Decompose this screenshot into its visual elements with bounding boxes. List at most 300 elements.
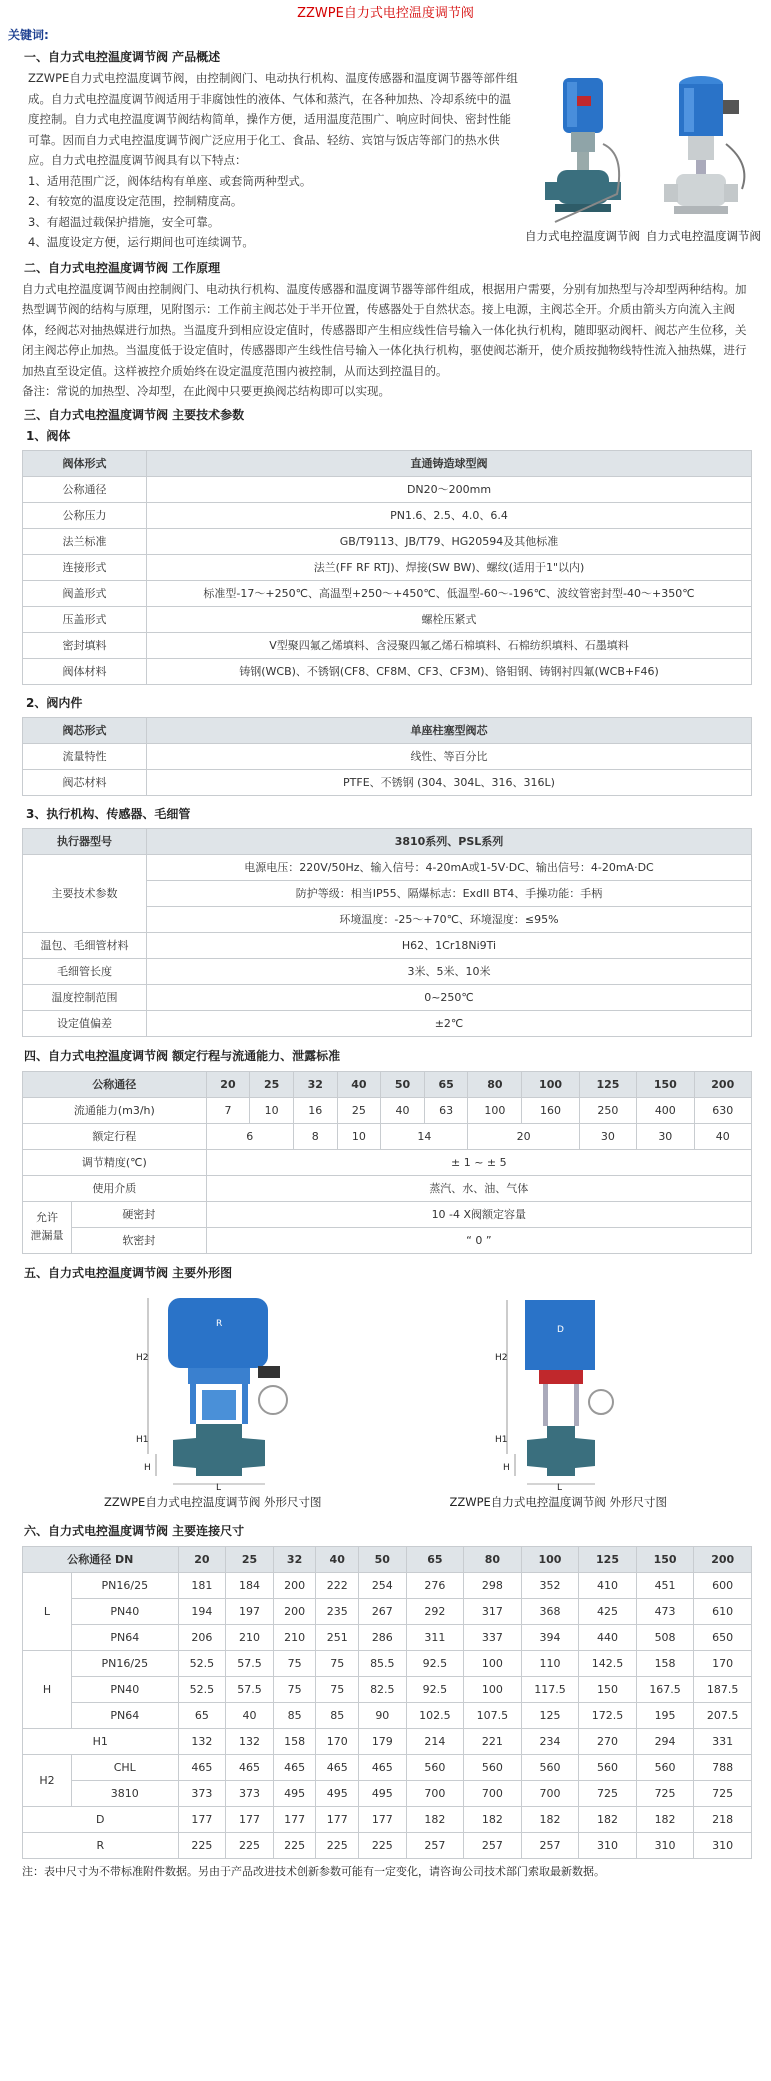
table-cell: 337 <box>464 1624 522 1650</box>
table-cell: 465 <box>273 1754 316 1780</box>
table-row <box>23 984 752 1010</box>
table-row <box>23 502 752 528</box>
table-cell: 158 <box>273 1728 316 1754</box>
table-row <box>23 1624 752 1650</box>
table-cell: 100 <box>468 1097 522 1123</box>
table-cell: GB/T9113、JB/T79、HG20594及其他标准 <box>147 528 752 554</box>
table-cell: 495 <box>316 1780 359 1806</box>
table-cell: 10 -4 X阀额定容量 <box>206 1201 751 1227</box>
table-cell: 线性、等百分比 <box>147 743 752 769</box>
table-row <box>23 1676 752 1702</box>
table-cell: 465 <box>178 1754 226 1780</box>
table-cell: 阀盖形式 <box>23 580 147 606</box>
table-cell: 257 <box>521 1832 579 1858</box>
photo-caption: 自力式电控温度调节阀 <box>525 229 640 243</box>
table-cell: 流量特性 <box>23 743 147 769</box>
valve-body-table <box>22 450 752 685</box>
outline-drawing-2 <box>443 1290 673 1490</box>
table-cell: 57.5 <box>226 1676 274 1702</box>
table-cell: 防护等级：相当IP55、隔爆标志：ExdII BT4、手操功能：手柄 <box>147 880 752 906</box>
overview-text <box>0 68 518 253</box>
table-row <box>23 1832 752 1858</box>
table-cell: 210 <box>273 1624 316 1650</box>
table-row <box>23 1806 752 1832</box>
table-cell: PN64 <box>72 1702 179 1728</box>
table-cell: 311 <box>406 1624 464 1650</box>
table-header: 125 <box>579 1071 636 1097</box>
section-2-heading: 二、自力式电控温度调节阀 工作原理 <box>24 260 221 275</box>
table-cell: 温度控制范围 <box>23 984 147 1010</box>
dim-label: L <box>557 1482 563 1490</box>
table-cell: 368 <box>521 1598 579 1624</box>
table-cell: 标准型-17～+250℃、高温型+250～+450℃、低温型-60～-196℃、波纹管密封型-40～+350℃ <box>147 580 752 606</box>
table-header: 65 <box>406 1546 464 1572</box>
table-cell: 142.5 <box>579 1650 637 1676</box>
table-cell: 725 <box>636 1780 694 1806</box>
table-cell: 298 <box>464 1572 522 1598</box>
table-row <box>23 476 752 502</box>
dim-label: D <box>557 1324 565 1335</box>
actuator-label: 3、执行机构、传感器、毛细管 <box>26 806 191 821</box>
table-cell: ±2℃ <box>147 1010 752 1036</box>
table-row <box>23 554 752 580</box>
overview <box>0 68 771 253</box>
table-cell: 650 <box>694 1624 752 1650</box>
table-cell: 100 <box>464 1676 522 1702</box>
table-cell: 63 <box>424 1097 468 1123</box>
table-cell: PN40 <box>72 1676 179 1702</box>
table-cell: 7 <box>206 1097 250 1123</box>
table-header-row <box>23 717 752 743</box>
table-cell: 225 <box>359 1832 407 1858</box>
section-4-heading: 四、自力式电控温度调节阀 额定行程与流通能力、泄露标准 <box>24 1048 341 1063</box>
table-cell: 195 <box>636 1702 694 1728</box>
table-cell: 465 <box>359 1754 407 1780</box>
principle-note: 备注：常说的加热型、冷却型，在此阀中只要更换阀芯结构即可以实现。 <box>22 384 390 398</box>
table-cell: 182 <box>464 1806 522 1832</box>
table-cell: PN64 <box>72 1624 179 1650</box>
table-cell: 465 <box>226 1754 274 1780</box>
table-cell: 182 <box>406 1806 464 1832</box>
feature-item: 3、有超温过载保护措施，安全可靠。 <box>28 214 220 229</box>
table-cell: 194 <box>178 1598 226 1624</box>
valve-body-label: 1、阀体 <box>26 428 71 443</box>
table-row <box>23 1572 752 1598</box>
dim-label: H1 <box>135 1434 149 1445</box>
table-header: 直通铸造球型阀 <box>147 450 752 476</box>
table-cell: 207.5 <box>694 1702 752 1728</box>
table-cell: 331 <box>694 1728 752 1754</box>
table-cell: 75 <box>316 1676 359 1702</box>
dim-label: H <box>503 1462 511 1473</box>
table-cell: 270 <box>579 1728 637 1754</box>
table-header: 公称通径 DN <box>23 1546 179 1572</box>
table-cell: 65 <box>178 1702 226 1728</box>
table-cell: 14 <box>381 1123 468 1149</box>
table-cell: 102.5 <box>406 1702 464 1728</box>
table-cell: 373 <box>178 1780 226 1806</box>
table-cell: 100 <box>464 1650 522 1676</box>
table-cell: 222 <box>316 1572 359 1598</box>
table-cell: 132 <box>226 1728 274 1754</box>
outline-caption: ZZWPE自力式电控温度调节阀 外形尺寸图 <box>104 1494 322 1509</box>
valve-photo-1 <box>525 74 640 224</box>
table-cell: 187.5 <box>694 1676 752 1702</box>
table-header: 100 <box>522 1071 579 1097</box>
table-cell: 软密封 <box>72 1227 207 1253</box>
table-cell: 177 <box>359 1806 407 1832</box>
table-row <box>23 528 752 554</box>
table-cell: 调节精度(℃) <box>23 1149 207 1175</box>
table-cell: 阀芯材料 <box>23 769 147 795</box>
table-cell: 40 <box>381 1097 425 1123</box>
table-cell: 170 <box>316 1728 359 1754</box>
table-row <box>23 1123 752 1149</box>
table-cell: 硬密封 <box>72 1201 207 1227</box>
table-cell: 环境温度：-25～+70℃、环境湿度：≤95% <box>147 906 752 932</box>
table-header: 40 <box>316 1546 359 1572</box>
table-cell: 20 <box>468 1123 579 1149</box>
table-cell: 温包、毛细管材料 <box>23 932 147 958</box>
table-cell: PN16/25 <box>72 1572 179 1598</box>
table-header: 50 <box>381 1071 425 1097</box>
table-cell: 8 <box>293 1123 337 1149</box>
table-cell: 250 <box>579 1097 636 1123</box>
table-header: 公称通径 <box>23 1071 207 1097</box>
table-header: 200 <box>694 1071 751 1097</box>
table-cell: 电源电压：220V/50Hz、输入信号：4-20mA或1-5V·DC、输出信号：4-20mA·DC <box>147 854 752 880</box>
table-row <box>23 580 752 606</box>
table-header-row <box>23 828 752 854</box>
table-cell: 铸钢(WCB)、不锈钢(CF8、CF8M、CF3、CF3M)、铬钼钢、铸钢衬四氟(WCB+F46) <box>147 658 752 684</box>
table-header-row <box>23 1546 752 1572</box>
table-cell: PN40 <box>72 1598 179 1624</box>
outline-drawings <box>0 1290 771 1510</box>
dimensions-table <box>22 1546 752 1859</box>
table-row <box>23 932 752 958</box>
table-cell: 294 <box>636 1728 694 1754</box>
table-cell: 150 <box>579 1676 637 1702</box>
table-cell: 75 <box>273 1650 316 1676</box>
table-cell: 公称通径 <box>23 476 147 502</box>
feature-item: 4、温度设定方便，运行期间也可连续调节。 <box>28 235 254 249</box>
table-cell: D <box>23 1806 179 1832</box>
table-row <box>23 1149 752 1175</box>
table-row <box>23 1175 752 1201</box>
table-cell: 85 <box>273 1702 316 1728</box>
table-cell: 25 <box>337 1097 381 1123</box>
section-6-heading: 六、自力式电控温度调节阀 主要连接尺寸 <box>24 1523 245 1538</box>
table-cell: PN1.6、2.5、4.0、6.4 <box>147 502 752 528</box>
table-cell: 197 <box>226 1598 274 1624</box>
table-cell: 170 <box>694 1650 752 1676</box>
table-header: 50 <box>359 1546 407 1572</box>
table-cell: 57.5 <box>226 1650 274 1676</box>
table-cell: 177 <box>316 1806 359 1832</box>
table-row <box>23 854 752 880</box>
table-row <box>23 1650 752 1676</box>
table-cell: 85 <box>316 1702 359 1728</box>
table-cell: 设定值偏差 <box>23 1010 147 1036</box>
table-cell: 373 <box>226 1780 274 1806</box>
table-header: 65 <box>424 1071 468 1097</box>
table-cell: 182 <box>636 1806 694 1832</box>
table-header-row <box>23 1071 752 1097</box>
table-cell: 75 <box>273 1676 316 1702</box>
table-cell: 225 <box>226 1832 274 1858</box>
principle-block <box>0 279 771 402</box>
table-cell: 394 <box>521 1624 579 1650</box>
table-row <box>23 1201 752 1227</box>
dim-label: H2 <box>495 1352 508 1363</box>
table-header: 150 <box>636 1546 694 1572</box>
table-cell: 184 <box>226 1572 274 1598</box>
table-cell: 158 <box>636 1650 694 1676</box>
table-cell: 200 <box>273 1598 316 1624</box>
table-row <box>23 769 752 795</box>
table-cell: 52.5 <box>178 1650 226 1676</box>
table-header: 32 <box>293 1071 337 1097</box>
table-cell: “ 0 ” <box>206 1227 751 1253</box>
section-5-heading: 五、自力式电控温度调节阀 主要外形图 <box>24 1265 233 1280</box>
leak-label: 泄漏量 <box>30 1229 64 1242</box>
table-header: 100 <box>521 1546 579 1572</box>
table-cell: 179 <box>359 1728 407 1754</box>
table-cell: 214 <box>406 1728 464 1754</box>
table-header: 执行器型号 <box>23 828 147 854</box>
table-cell: 560 <box>521 1754 579 1780</box>
table-cell: 75 <box>316 1650 359 1676</box>
table-cell: CHL <box>72 1754 179 1780</box>
table-cell: V型聚四氟乙烯填料、含浸聚四氟乙烯石棉填料、石棉纺织填料、石墨填料 <box>147 632 752 658</box>
table-cell: H1 <box>23 1728 179 1754</box>
table-cell: 连接形式 <box>23 554 147 580</box>
table-cell: 310 <box>636 1832 694 1858</box>
table-row <box>23 658 752 684</box>
table-cell: 30 <box>579 1123 636 1149</box>
table-cell: 110 <box>521 1650 579 1676</box>
table-cell: 257 <box>464 1832 522 1858</box>
table-cell: 160 <box>522 1097 579 1123</box>
table-header: 3810系列、PSL系列 <box>147 828 752 854</box>
table-cell: 16 <box>293 1097 337 1123</box>
table-cell: H62、1Cr18Ni9Ti <box>147 932 752 958</box>
table-header: 20 <box>178 1546 226 1572</box>
table-row <box>23 606 752 632</box>
table-cell: 317 <box>464 1598 522 1624</box>
table-cell: 132 <box>178 1728 226 1754</box>
table-cell: 125 <box>521 1702 579 1728</box>
table-cell: 700 <box>521 1780 579 1806</box>
table-cell: 0~250℃ <box>147 984 752 1010</box>
table-cell: 700 <box>464 1780 522 1806</box>
table-cell: 40 <box>226 1702 274 1728</box>
product-photos <box>518 68 768 253</box>
table-row <box>23 1780 752 1806</box>
table-cell: 公称压力 <box>23 502 147 528</box>
table-header: 125 <box>579 1546 637 1572</box>
feature-item: 1、适用范围广泛，阀体结构有单座、或套筒两种型式。 <box>28 173 312 188</box>
table-cell: ± 1 ~ ± 5 <box>206 1149 751 1175</box>
table-cell: 92.5 <box>406 1650 464 1676</box>
table-row <box>23 743 752 769</box>
table-cell: 276 <box>406 1572 464 1598</box>
table-cell: 560 <box>464 1754 522 1780</box>
table-cell: 630 <box>694 1097 751 1123</box>
page-title: ZZWPE自力式电控温度调节阀 <box>297 6 474 21</box>
dim-label: L <box>215 1482 221 1490</box>
table-cell: 蒸汽、水、油、气体 <box>206 1175 751 1201</box>
table-cell: 3810 <box>72 1780 179 1806</box>
table-cell: 725 <box>579 1780 637 1806</box>
table-cell: H2 <box>23 1754 72 1806</box>
table-cell: 495 <box>273 1780 316 1806</box>
table-cell: 10 <box>250 1097 294 1123</box>
table-cell: PN16/25 <box>72 1650 179 1676</box>
dim-label: R <box>215 1318 223 1329</box>
outline-drawing-1 <box>98 1290 328 1490</box>
table-cell: 182 <box>521 1806 579 1832</box>
table-row <box>23 958 752 984</box>
keywords-label: 关键词: <box>8 28 49 42</box>
valve-photo-2 <box>646 74 761 224</box>
table-cell: 292 <box>406 1598 464 1624</box>
table-row <box>23 1598 752 1624</box>
table-row <box>23 1728 752 1754</box>
table-header: 20 <box>206 1071 250 1097</box>
table-cell: 267 <box>359 1598 407 1624</box>
table-cell: 234 <box>521 1728 579 1754</box>
table-cell: DN20～200mm <box>147 476 752 502</box>
photo-caption: 自力式电控温度调节阀 <box>646 229 761 243</box>
table-cell: PTFE、不锈钢 (304、304L、316、316L) <box>147 769 752 795</box>
dim-label: H <box>143 1462 151 1473</box>
table-header: 25 <box>226 1546 274 1572</box>
dim-label: H2 <box>135 1352 149 1363</box>
outline-caption: ZZWPE自力式电控温度调节阀 外形尺寸图 <box>449 1494 667 1509</box>
table-cell: H <box>23 1650 72 1728</box>
table-cell: 200 <box>273 1572 316 1598</box>
table-cell: 254 <box>359 1572 407 1598</box>
table-cell: 700 <box>406 1780 464 1806</box>
table-cell: 410 <box>579 1572 637 1598</box>
actuator-table <box>22 828 752 1037</box>
table-cell: 725 <box>694 1780 752 1806</box>
dim-label: H1 <box>495 1434 508 1445</box>
leak-label: 允许 <box>36 1211 58 1224</box>
table-header: 单座柱塞型阀芯 <box>147 717 752 743</box>
table-cell: 107.5 <box>464 1702 522 1728</box>
table-cell: 172.5 <box>579 1702 637 1728</box>
table-cell: 90 <box>359 1702 407 1728</box>
flow-table <box>22 1071 752 1254</box>
table-cell: 螺栓压紧式 <box>147 606 752 632</box>
table-cell: 主要技术参数 <box>23 854 147 932</box>
table-row <box>23 1010 752 1036</box>
table-cell: 788 <box>694 1754 752 1780</box>
table-cell: 法兰标准 <box>23 528 147 554</box>
table-row <box>23 1754 752 1780</box>
table-cell: 400 <box>637 1097 694 1123</box>
table-cell: 85.5 <box>359 1650 407 1676</box>
table-cell: 181 <box>178 1572 226 1598</box>
table-cell: 218 <box>694 1806 752 1832</box>
table-cell: 451 <box>636 1572 694 1598</box>
table-header: 阀芯形式 <box>23 717 147 743</box>
overview-paragraph: ZZWPE自力式电控温度调节阀，由控制阀门、电动执行机构、温度传感器和温度调节器等部件组成。自力式电控温度调节阀适用于非腐蚀性的液体、气体和蒸汽，在各种加热、冷却系统中的温度控制。自力式电控温度调节阀结构简单，操作方便，适用温度范围广、响应时间快、密封性能可靠。因而自力式电控温度调节阀广泛应用于化工、食品、轻纺、宾馆与饭店等部门的热水供应。自力式电控温度调节阀具有以下特点： <box>28 71 518 167</box>
table-cell: 257 <box>406 1832 464 1858</box>
page <box>0 4 771 1879</box>
table-header: 40 <box>337 1071 381 1097</box>
trim-table <box>22 717 752 796</box>
table-cell: 法兰(FF RF RTJ)、焊接(SW BW)、螺纹(适用于1"以内) <box>147 554 752 580</box>
table-cell: 560 <box>406 1754 464 1780</box>
table-cell: 压盖形式 <box>23 606 147 632</box>
table-cell: R <box>23 1832 179 1858</box>
table-cell: 177 <box>226 1806 274 1832</box>
table-cell: 密封填料 <box>23 632 147 658</box>
table-cell: 225 <box>178 1832 226 1858</box>
table-cell: 495 <box>359 1780 407 1806</box>
section-1-heading: 一、自力式电控温度调节阀 产品概述 <box>24 50 221 64</box>
table-header: 25 <box>250 1071 294 1097</box>
table-cell: 117.5 <box>521 1676 579 1702</box>
table-cell: 225 <box>273 1832 316 1858</box>
table-header: 32 <box>273 1546 316 1572</box>
feature-item: 2、有较宽的温度设定范围，控制精度高。 <box>28 194 243 208</box>
table-cell: 440 <box>579 1624 637 1650</box>
table-cell: 6 <box>206 1123 293 1149</box>
table-cell: 560 <box>636 1754 694 1780</box>
table-cell: 310 <box>694 1832 752 1858</box>
table-cell: 206 <box>178 1624 226 1650</box>
table-row <box>23 632 752 658</box>
table-header: 阀体形式 <box>23 450 147 476</box>
table-cell: 167.5 <box>636 1676 694 1702</box>
table-cell: 使用介质 <box>23 1175 207 1201</box>
table-header: 80 <box>464 1546 522 1572</box>
principle-paragraph: 自力式电控温度调节阀由控制阀门、电动执行机构、温度传感器和温度调节器等部件组成，根据用户需要，分别有加热型与冷却型两种结构。加热型调节阀的结构与原理，见附图示：工作前主阀芯处于半开位置，传感器处于自然状态。接上电源，主阀芯全开。介质由箭头方向流入主阀体，经阀芯对抽热媒进行加热。当温度升到相应设定值时，传感器即产生相应线性信号输入一体化执行机构，随即驱动阀杆、阀芯产生位移，关闭主阀芯停止加热。当温度低于设定值时，传感器即产生线性信号输入一体化执行机构，驱使阀芯渐开，使介质按抛物线特性流入抽热媒，进行加热直至设定值。这样被控介质始终在设定温度范围内被控制，从而达到控温目的。 <box>22 281 747 378</box>
table-cell: 610 <box>694 1598 752 1624</box>
table-row <box>23 1702 752 1728</box>
table-cell: 221 <box>464 1728 522 1754</box>
table-cell: 182 <box>579 1806 637 1832</box>
table-cell <box>23 1201 72 1253</box>
table-cell: 阀体材料 <box>23 658 147 684</box>
table-cell: 52.5 <box>178 1676 226 1702</box>
table-header-row <box>23 450 752 476</box>
table-cell: 210 <box>226 1624 274 1650</box>
table-cell: 235 <box>316 1598 359 1624</box>
table-cell: 286 <box>359 1624 407 1650</box>
table-cell: 30 <box>637 1123 694 1149</box>
table-cell: 600 <box>694 1572 752 1598</box>
table-cell: 40 <box>694 1123 751 1149</box>
trim-label: 2、阀内件 <box>26 695 83 710</box>
table-cell: L <box>23 1572 72 1650</box>
table-cell: 508 <box>636 1624 694 1650</box>
table-header: 150 <box>637 1071 694 1097</box>
table-cell: 177 <box>178 1806 226 1832</box>
table-cell: 465 <box>316 1754 359 1780</box>
section-3-heading: 三、自力式电控温度调节阀 主要技术参数 <box>24 407 245 422</box>
table-cell: 425 <box>579 1598 637 1624</box>
table-cell: 82.5 <box>359 1676 407 1702</box>
table-cell: 流通能力(m3/h) <box>23 1097 207 1123</box>
table-cell: 92.5 <box>406 1676 464 1702</box>
dimensions-note: 注：表中尺寸为不带标准附件数据。另由于产品改进技术创新参数可能有一定变化，请咨询公司技术部门索取最新数据。 <box>22 1864 605 1878</box>
table-header: 200 <box>694 1546 752 1572</box>
